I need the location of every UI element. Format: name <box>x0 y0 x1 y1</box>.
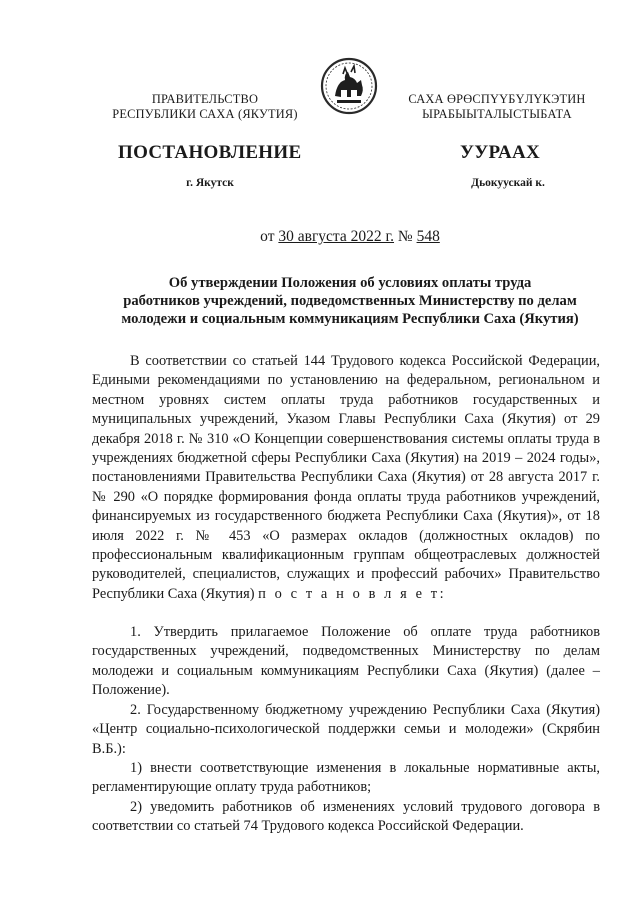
city-sakha: Дьокуускай к. <box>471 177 545 189</box>
clause-2-item-2: 2) уведомить работников об изменениях условий трудового договора в соответствии со статьей 74 Трудового кодекса Российской Федерации. <box>92 799 600 835</box>
title-line-3: молодежи и социальным коммуникациям Республики Саха (Якутия) <box>121 311 579 327</box>
preamble-paragraph <box>92 352 600 604</box>
doc-type-ru: ПОСТАНОВЛЕНИЕ <box>118 142 302 163</box>
header-left-ru <box>96 92 314 122</box>
decree-number: 548 <box>416 228 440 245</box>
decree-word: п о с т а н о в л я е т: <box>258 585 447 602</box>
decree-title <box>100 274 600 328</box>
doc-type-sakha: УУРААХ <box>459 142 541 163</box>
title-line-2: работников учреждений, подведомственных Министерству по делам <box>123 293 577 309</box>
decree-date: 30 августа 2022 г. <box>278 228 395 245</box>
preamble-text: В соответствии со статьей 144 Трудового кодекса Российской Федерации, Едиными рекомендациями по установлению на федеральном, региональном и местном уровнях систем оплаты труда работников государственных и муниципальных учреждений, Указом Главы Республики Саха (Якутия) от 29 декабря 2018 г. № 310 «О Концепции совершенствования системы оплаты труда в учреждениях бюджетной сферы Республики Саха (Якутия) на 2019 – 2024 годы», постановлениями Правительства Республики Саха (Якутия) от 28 августа 2017 г. № 290 «О порядке формирования фонда оплаты труда работников учреждений, финансируемых из государственного бюджета Республики Саха (Якутия)», от 18 июля 2022 г. № 453 «О размерах окладов (должностных окладов) по профессиональным квалификационным группам общеотраслевых должностей руководителей, специалистов, служащих и профессий рабочих» Правительство Республики Саха (Якутия) <box>92 353 600 602</box>
title-line-1: Об утверждении Положения об условиях оплаты труда <box>168 275 532 291</box>
decree-date-number <box>150 228 550 246</box>
clause-2: 2. Государственному бюджетному учреждению Республики Саха (Якутия) «Центр социально-психологической поддержки семьи и молодежи» (Скрябин В.Б.): <box>92 702 600 757</box>
header-right-line-2: ЫРАБЫЫТАЛЫСТЫБАТА <box>422 107 572 121</box>
coat-of-arms-icon <box>317 56 381 116</box>
header-left-line-1: ПРАВИТЕЛЬСТВО <box>151 92 259 106</box>
city-ru: г. Якутск <box>186 177 234 189</box>
header-right-sakha <box>388 92 606 122</box>
header-left-line-2: РЕСПУБЛИКИ САХА (ЯКУТИЯ) <box>112 107 298 121</box>
date-prefix: от <box>260 228 275 245</box>
clause-2-item-1: 1) внести соответствующие изменения в локальные нормативные акты, регламентирующие оплату труда работников; <box>92 760 600 796</box>
header-right-line-1: САХА ӨРӨСПҮҮБҮЛҮКЭТИН <box>408 92 586 106</box>
clause-1: 1. Утвердить прилагаемое Положение об оплате труда работников государственных учреждений, подведомственных Министерству по делам молодежи и социальным коммуникациям Республики Саха (Якутия) (далее – Положение). <box>92 624 600 699</box>
number-sign: № <box>397 228 413 245</box>
